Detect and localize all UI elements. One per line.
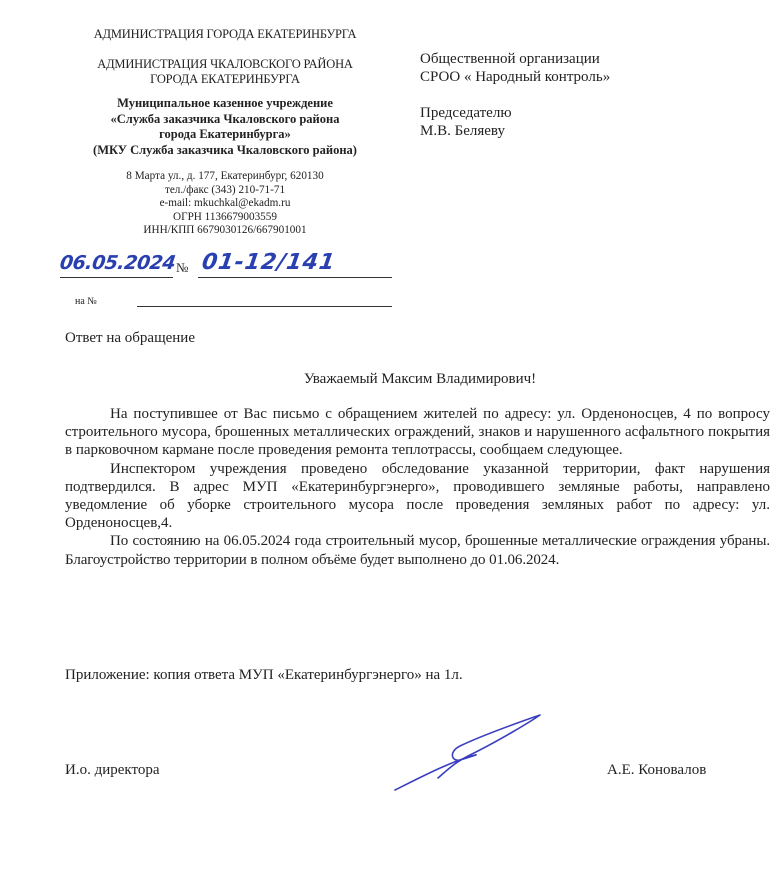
body-paragraph-1: На поступившее от Вас письмо с обращением жителей по адресу: ул. Орденоносцев, 4 по вопросу строительного мусора, брошенных металлических ограждений, знаков и нарушенного асфальтного покрытия в парковочном кармане после проведения ремонта теплотрассы, сообщаем следующее.: [65, 406, 770, 459]
body-paragraph-3: По состоянию на 06.05.2024 года строительный мусор, брошенные металлические ограждения убраны. Благоустройство территории в полном объёме будет выполнено до 01.06.2024.: [65, 533, 770, 568]
registration-block: [58, 250, 390, 307]
org-line-2: «Служба заказчика Чкаловского района: [110, 111, 340, 126]
addressee-block: [420, 50, 610, 140]
attachment-note: Приложение: копия ответа МУП «Екатеринбургэнерго» на 1л.: [65, 667, 463, 683]
registration-number-underline: [198, 277, 392, 278]
contact-phone-fax: тел./факс (343) 210-71-71: [164, 183, 286, 196]
reply-to-underline: [137, 306, 392, 307]
letterhead-district-administration: [60, 57, 390, 87]
addressee-org-line-1: Общественной организации: [420, 51, 600, 67]
letter-body: [65, 405, 770, 569]
letterhead-city-administration: АДМИНИСТРАЦИЯ ГОРОДА ЕКАТЕРИНБУРГА: [93, 27, 357, 41]
signatory-name: А.Е. Коновалов: [607, 762, 707, 778]
handwritten-signature-icon: [370, 700, 550, 800]
contact-email: e-mail: mkuchkal@ekadm.ru: [159, 197, 291, 209]
reply-to-label: на №: [75, 296, 97, 307]
addressee-position: Председателю: [420, 105, 512, 121]
letterhead-organization: [60, 96, 390, 158]
registration-date-underline: [60, 277, 173, 278]
addressee-name: М.В. Беляеву: [420, 123, 505, 139]
org-line-3: города Екатеринбурга»: [159, 127, 291, 141]
subject-line: Ответ на обращение: [65, 330, 195, 346]
letterhead-contacts: [60, 170, 390, 238]
district-line-2: ГОРОДА ЕКАТЕРИНБУРГА: [150, 72, 300, 86]
contact-address: 8 Марта ул., д. 177, Екатеринбург, 620130: [126, 170, 324, 182]
body-paragraph-2: Инспектором учреждения проведено обследование указанной территории, факт нарушения подтвердился. В адрес МУП «Екатеринбургэнерго», проводившего земляные работы, направлено уведомление об уборке строительного мусора после проведения земляных работ по адресу: ул. Орденоносцев,4.: [65, 460, 770, 532]
contact-inn-kpp: ИНН/КПП 6679030126/667901001: [143, 224, 307, 236]
registration-number-label: №: [176, 260, 189, 275]
salutation: Уважаемый Максим Владимирович!: [303, 371, 537, 387]
org-line-4: (МКУ Служба заказчика Чкаловского района): [93, 142, 357, 157]
addressee-spacer: [420, 86, 610, 104]
registration-date: 06.05.2024: [58, 252, 177, 274]
org-line-1: Муниципальное казенное учреждение: [117, 96, 333, 110]
addressee-org-line-2: СРОО « Народный контроль»: [420, 69, 611, 85]
district-line-1: АДМИНИСТРАЦИЯ ЧКАЛОВСКОГО РАЙОНА: [97, 57, 353, 71]
signatory-title: И.о. директора: [65, 762, 160, 778]
contact-ogrn: ОГРН 1136679003559: [173, 210, 277, 223]
registration-number: 01-12/141: [200, 250, 338, 275]
